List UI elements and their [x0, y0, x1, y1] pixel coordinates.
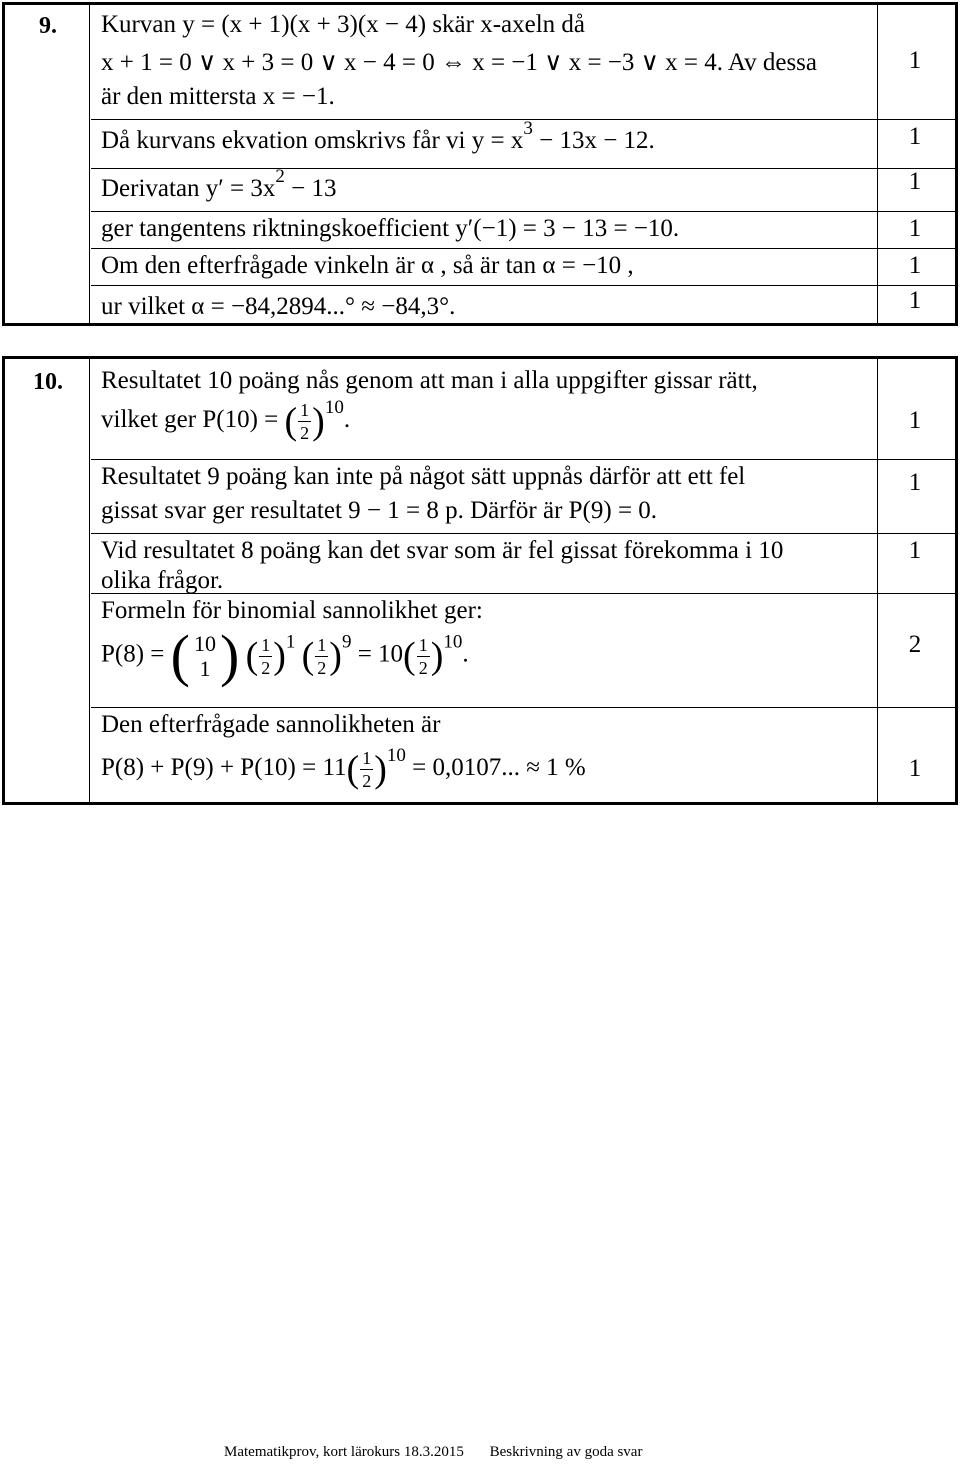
- text-line: olika frågor.: [101, 567, 224, 594]
- page-footer: [224, 1444, 664, 1461]
- equation-text: − 13: [284, 175, 337, 202]
- text-line: gissat svar ger resultatet 9 − 1 = 8 p. Därför är P(9) = 0.: [101, 497, 658, 524]
- fraction-one-half: $\frac{1}{2}$: [418, 634, 428, 678]
- text-line: Kurvan y = (x + 1)(x + 3)(x − 4) skär x-axeln då: [101, 11, 586, 38]
- point-value: 1: [908, 755, 922, 782]
- equation-text: = 0,0107... ≈ 1 %: [412, 754, 586, 782]
- equation-text: .: [343, 406, 351, 434]
- equation-text: P(8) + P(9) + P(10) = 11: [101, 754, 347, 782]
- point-value: 2: [908, 631, 922, 658]
- text-line: Om den efterfrågade vinkeln är α , så är tan α = −10 ,: [101, 252, 634, 279]
- text-line: Resultatet 10 poäng nås genom att man i alla uppgifter gissar rätt,: [101, 367, 758, 394]
- point-value: 1: [908, 215, 922, 242]
- exponent: 10: [443, 631, 463, 653]
- text-line: P(8) + P(9) + P(10) = 11( $\frac{1}{2}$ )$^{10}$ = 0,0107... ≈ 1 %: [101, 745, 586, 791]
- text-line: Den efterfrågade sannolikheten är: [101, 711, 441, 738]
- binomial-coefficient: 10 1: [193, 630, 216, 681]
- equation-text: Derivatan y′ = 3x: [101, 175, 276, 202]
- point-value: 1: [908, 252, 922, 279]
- point-value: 1: [908, 123, 922, 150]
- exponent: 10: [324, 397, 344, 419]
- text-line: vilket ger P(10) = ( $\frac{1}{2}$ )$^{10}$.: [101, 397, 351, 443]
- fraction-one-half: $\frac{1}{2}$: [261, 634, 271, 678]
- point-value: 1: [908, 47, 922, 74]
- problem-number: 9.: [39, 13, 57, 39]
- point-value: 1: [908, 287, 922, 314]
- equation-text: − 13x − 12.: [532, 127, 655, 154]
- text-line: Formeln för binomial sannolikhet ger:: [101, 597, 483, 624]
- exponent: 2: [275, 166, 285, 187]
- text-line: Resultatet 9 poäng kan inte på något sätt uppnås därför att ett fel: [101, 463, 746, 490]
- point-value: 1: [908, 168, 922, 195]
- fraction-one-half: $\frac{1}{2}$: [300, 400, 310, 443]
- exponent: 1: [285, 631, 296, 653]
- equation-text: P(8) =: [101, 640, 165, 668]
- text-line: [101, 166, 337, 203]
- footer-title: Matematikprov, kort lärokurs 18.3.2015: [224, 1444, 464, 1460]
- text-line: är den mittersta x = −1.: [101, 83, 335, 110]
- problem-number: 10.: [33, 369, 63, 395]
- point-value: 1: [908, 537, 922, 564]
- exponent: 9: [341, 631, 352, 653]
- fraction-one-half: $\frac{1}{2}$: [317, 634, 327, 678]
- exponent: 10: [386, 745, 406, 767]
- equation-text: = 10: [357, 640, 404, 668]
- text-line: ger tangentens riktningskoefficient y′(−1) = 3 − 13 = −10.: [101, 215, 680, 242]
- text-line: P(8) = ( 10 1 ) ( $\frac{1}{2}$ )$^1$ ( $\frac{1}{2}$ )$^9$ = 10( $\frac{1}{2}$ )$^{10}$.: [101, 623, 469, 688]
- fraction-one-half: $\frac{1}{2}$: [362, 748, 372, 791]
- text-line: Vid resultatet 8 poäng kan det svar som är fel gissat förekomma i 10: [101, 537, 784, 564]
- point-value: 1: [908, 469, 922, 496]
- footer-subtitle: Beskrivning av goda svar: [489, 1444, 643, 1460]
- exponent: 3: [523, 118, 533, 139]
- text-line: [101, 118, 655, 155]
- problem-10-box: [2, 356, 958, 805]
- equation-text: Då kurvans ekvation omskrivs får vi y = x: [101, 127, 524, 154]
- point-value: 1: [908, 407, 922, 434]
- problem-9-box: [2, 2, 958, 326]
- text-line: x + 1 = 0 ∨ x + 3 = 0 ∨ x − 4 = 0 ⇔ x = −1 ∨ x = −3 ∨ x = 4. Av dessa: [101, 49, 818, 76]
- equation-text: vilket ger P(10) =: [101, 406, 279, 434]
- text-line: ur vilket α = −84,2894...° ≈ −84,3°.: [101, 293, 456, 320]
- equation-text: .: [462, 640, 469, 668]
